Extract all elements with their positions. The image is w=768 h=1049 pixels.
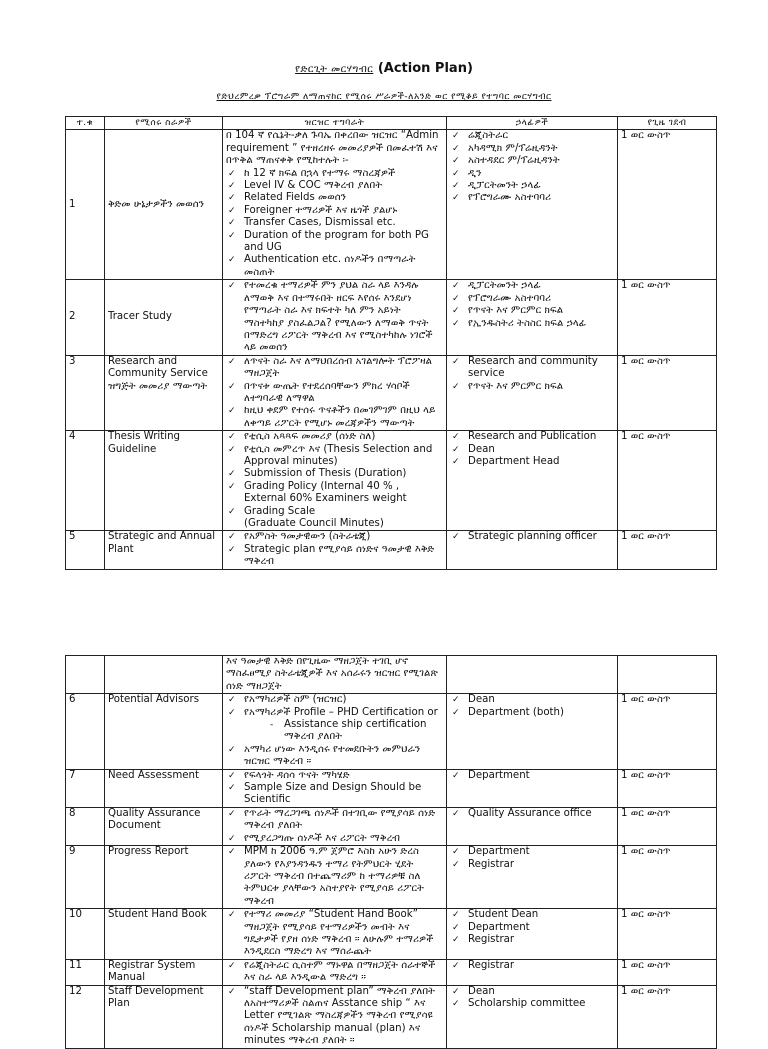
row-responsible: [447, 130, 618, 280]
table-body-page-1: [66, 130, 717, 569]
row-tasks: [223, 531, 447, 569]
responsible-item: ✓ ሬጂስትራር: [450, 130, 614, 142]
row-activity: Tracer Study: [105, 280, 223, 355]
table-row: [66, 355, 717, 430]
row-number: 5: [66, 531, 105, 569]
col-header-number: ተ.ቁ: [66, 117, 105, 130]
row-deadline: 1 ወር ውስጥ: [618, 280, 717, 355]
task-item: ✓ Level IV & COC ማቅረብ ያለበት: [226, 180, 443, 192]
task-item: ✓ አማካሪ ሆነው እንዲሰሩ የተመደቡትን መምህራን ዝርዝር ማቅረብ ።: [226, 744, 443, 769]
row-responsible: [447, 985, 618, 1048]
title-english: (Action Plan): [377, 61, 473, 76]
row-responsible: [447, 656, 618, 694]
row-responsible: [447, 694, 618, 769]
row-number: 4: [66, 431, 105, 531]
row-number: 7: [66, 769, 105, 807]
task-item: ✓ ከዚህ ቀደም የተሰሩ ጥናቶችን በመገምገም በዚህ ላይ ለቀጣይ ሪፖርት የሚሆኑ መረጃዎችን ማውጣት: [226, 405, 443, 430]
table-header-row: [66, 117, 717, 130]
task-item: ✓ Authentication etc. ሰነዶችን በማጣራት መስጠት: [226, 254, 443, 279]
responsible-item: ✓ ዲን: [450, 168, 614, 180]
task-item: ✓ የአማካሪዎች ስም (ዝርዝር): [226, 694, 443, 706]
responsible-item: ✓ Scholarship committee: [450, 998, 614, 1010]
row-deadline: 1 ወር ውስጥ: [618, 807, 717, 845]
responsible-item: ✓ Quality Assurance office: [450, 808, 614, 820]
responsible-item: ✓ Registrar: [450, 960, 614, 972]
table-row: [66, 431, 717, 531]
row-tasks: [223, 130, 447, 280]
task-item: ✓ Grading Policy (Internal 40 % , External 60% Examiners weight: [226, 481, 443, 506]
responsible-item: ✓ የጥናት እና ምርምር ክፍል: [450, 305, 614, 317]
responsible-item: ✓ የፕሮግራሙ አስተባባሪ: [450, 293, 614, 305]
responsible-item: ✓ Department: [450, 770, 614, 782]
row-activity: Registrar System Manual: [105, 959, 223, 985]
task-item: ✓ “staff Development plan” ማቅረብ ያለበት ለአስተማሪዎች ስልጠና Asstance ship “ እና Letter የሚገልጽ ማስረጃዎችን ማቅረብ የሚያሳዩ ሰነዶች Scholarship manual (plan) እና minutes ማቅረብ ያለበት ።: [226, 986, 443, 1048]
row-deadline: [618, 656, 717, 694]
table-row: [66, 280, 717, 355]
task-item: ✓ የጥራት ማረጋገጫ ሰነዶች በተገቢው የሚያሳይ ሰነድ ማቅረብ ያለበት: [226, 808, 443, 833]
page-title: [0, 61, 768, 76]
row-activity: Staff Development Plan: [105, 985, 223, 1048]
task-item: ✓ የፍላጎት ዳሰሳ ጥናት ማካሄድ: [226, 770, 443, 782]
responsible-item: ✓ Strategic planning officer: [450, 531, 614, 543]
table-row: [66, 694, 717, 769]
row-responsible: [447, 959, 618, 985]
col-header-responsible: ኃላፊዎች: [447, 117, 618, 130]
task-item: ✓ የሬጂስትራር ሲስተም ማኑዋል በማዘጋጀት ሰራተኞች እና ስራ ላይ እንዲውል ማድረግ ።: [226, 960, 443, 985]
responsible-item: ✓ Department (both): [450, 707, 614, 719]
task-item: ✓ Sample Size and Design Should be Scientific: [226, 782, 443, 807]
table-row: [66, 531, 717, 569]
row-responsible: [447, 431, 618, 531]
responsible-item: ✓ Research and Publication: [450, 431, 614, 443]
task-item: በ 104 ኛ የሴኔት-ቃለ ጉባኤ በቀረበው ዝርዝር “Admin requirement ” የተዘረዘሩ መመሪያዎች በመፈተሽ እና በጥቅል ማጠናቀቅ የሚከተሉት ፡-: [226, 130, 439, 167]
col-header-tasks: ዝርዝር ተግባራት: [223, 117, 447, 130]
table-row: [66, 769, 717, 807]
row-responsible: [447, 531, 618, 569]
responsible-item: ✓ የፕሮግራሙ አስተባባሪ: [450, 192, 614, 204]
row-deadline: 1 ወር ውስጥ: [618, 694, 717, 769]
row-tasks: [223, 846, 447, 909]
row-tasks: [223, 769, 447, 807]
row-deadline: 1 ወር ውስጥ: [618, 985, 717, 1048]
row-tasks: [223, 694, 447, 769]
row-activity: Research and Community Service ዝግጅት መመሪያ ማውጣት: [105, 355, 223, 430]
page-subtitle: የድህረምረቃ ፕሮግራም ለማጠናከር የሚሰሩ ሥራዎች-ለአንድ ወር የሚቆይ የተግባር መርሃግብር: [216, 92, 552, 102]
task-item: ✓ Foreigner ተማሪዎች እና ዜጎች ያልሆኑ: [226, 205, 443, 217]
row-number: 6: [66, 694, 105, 769]
task-item: ✓ የአማካሪዎች Profile – PHD Certification or: [226, 707, 443, 719]
row-activity: Thesis Writing Guideline: [105, 431, 223, 531]
responsible-item: ✓ Department Head: [450, 456, 614, 468]
row-deadline: 1 ወር ውስጥ: [618, 909, 717, 960]
task-item: ✓ Duration of the program for both PG and UG: [226, 230, 443, 255]
task-item: ✓ የቲሲስ መምረጥ እና (Thesis Selection and Approval minutes): [226, 444, 443, 469]
row-number: 9: [66, 846, 105, 909]
responsible-item: ✓ አካዳሚክ ም/ፕሬዚዳንት: [450, 143, 614, 155]
row-deadline: 1 ወር ውስጥ: [618, 769, 717, 807]
row-activity: Progress Report: [105, 846, 223, 909]
task-item: ✓ Submission of Thesis (Duration): [226, 468, 443, 480]
responsible-item: ✓ Student Dean: [450, 909, 614, 921]
row-tasks: [223, 959, 447, 985]
row-number: [66, 656, 105, 694]
row-tasks: [223, 280, 447, 355]
row-deadline: 1 ወር ውስጥ: [618, 846, 717, 909]
action-plan-table-continued: [65, 655, 717, 1049]
title-amharic: የድርጊት መርሃግብር: [295, 64, 374, 75]
action-plan-table: [65, 116, 717, 570]
row-responsible: [447, 280, 618, 355]
responsible-item: ✓ ዲፓርትመንት ኃላፊ: [450, 280, 614, 292]
row-activity: ቅድመ ሁኔታዎችን መወሰን: [105, 130, 223, 280]
row-number: 10: [66, 909, 105, 960]
row-activity: Student Hand Book: [105, 909, 223, 960]
row-activity: Potential Advisors: [105, 694, 223, 769]
task-item: እና ዓመታዊ እቅድ በየጊዜው ማዘጋጀት ተገቢ ሆኖ ማስፈፀሚያ ስትራቴጂዎች እና አሰራሩን ዝርዝር የሚገልጽ ሰነድ ማዘጋጀት: [226, 656, 438, 692]
row-tasks: [223, 656, 447, 694]
row-number: 12: [66, 985, 105, 1048]
table-row: [66, 846, 717, 909]
task-item: ✓ ለጥናት ስራ እና ለማህበረሰብ አገልግሎት ፕሮፖዛል ማዘጋጀት: [226, 356, 443, 381]
table-row: [66, 959, 717, 985]
responsible-item: ✓ Dean: [450, 444, 614, 456]
row-responsible: [447, 769, 618, 807]
row-tasks: [223, 431, 447, 531]
row-number: 8: [66, 807, 105, 845]
task-item: ✓ Related Fields መወሰን: [226, 192, 443, 204]
row-number: 1: [66, 130, 105, 280]
task-item: ✓ የተማሪ መመሪያ “Student Hand Book” ማዘጋጀት የሚያሳይ የተማሪዎችን መብት እና ግዴታዎች የያዘ ሰነድ ማቅረብ ። ለሁሉም ተማሪዎች እንዲደርስ ማድረግ እና ማሰራጨት: [226, 909, 443, 959]
row-activity: Quality Assurance Document: [105, 807, 223, 845]
task-item: ✓ Grading Scale: [226, 506, 443, 518]
responsible-item: ✓ Dean: [450, 694, 614, 706]
responsible-item: ✓ Research and community service: [450, 356, 614, 381]
task-item: ✓ የቲሲስ አጻጻፍ መመሪያ (ሰነድ ስለ): [226, 431, 443, 443]
row-number: 3: [66, 355, 105, 430]
table-row: [66, 985, 717, 1048]
task-item: (Graduate Council Minutes): [244, 518, 384, 529]
row-deadline: 1 ወር ውስጥ: [618, 130, 717, 280]
responsible-item: ✓ ዲፓርትመንት ኃላፊ: [450, 180, 614, 192]
responsible-item: ✓ የኢንዱስትሪ ትስስር ክፍል ኃላፊ: [450, 318, 614, 330]
row-responsible: [447, 807, 618, 845]
responsible-item: ✓ Department: [450, 922, 614, 934]
col-header-activity: የሚሰሩ ስራዎች: [105, 117, 223, 130]
row-tasks: [223, 909, 447, 960]
responsible-item: ✓ የጥናት እና ምርምር ክፍል: [450, 381, 614, 393]
col-header-deadline: የጊዜ ገደብ: [618, 117, 717, 130]
responsible-item: ✓ Registrar: [450, 934, 614, 946]
row-responsible: [447, 846, 618, 909]
row-responsible: [447, 909, 618, 960]
task-item: ✓ የሚያረጋግጡ ሰነዶች እና ሪፖርት ማቅረብ: [226, 833, 443, 845]
row-tasks: [223, 985, 447, 1048]
task-item: ✓ የተመረቁ ተማሪዎች ምን ያህል ስራ ላይ እንዳሉ ለማወቅ እና በተማሩበት ዘርፍ እየሰሩ እንደሆነ የማጣራት ስራ እና ክፍተት ካለ ምን አይነት ማስተካከያ ያስፈልጋል? የሚለውን ለማወቅ ጥናት በማድረግ ሪፖርት ማቅረብ እና የሚስተካከሉ ነገሮች ላይ መወሰን: [226, 280, 443, 354]
task-item: ✓ Strategic plan የሚያሳይ ሰነድና ዓመታዊ እቅድ ማቅረብ: [226, 544, 443, 569]
table-row: [66, 656, 717, 694]
table-body-page-2: [66, 656, 717, 1049]
row-deadline: 1 ወር ውስጥ: [618, 431, 717, 531]
responsible-item: ✓ Registrar: [450, 859, 614, 871]
task-item: ✓ Transfer Cases, Dismissal etc.: [226, 217, 443, 229]
task-item: ✓ MPM ከ 2006 ዓ.ም ጀምሮ እስከ አሁን ድረስ ያለውን የእያንዳንዱን ተማሪ የትምህርት ሂደት ሪፖርት ማቅረብ በተጨማሪም ከ ተማሪዎቹ ስለ ትምህርቱ ያላቸውን አስተያየት የሚያሳይ ሪፖርት ማቅረብ: [226, 846, 443, 908]
table-row: [66, 909, 717, 960]
task-item: ✓ ከ 12 ኛ ክፍል በኋላ የተማሩ ማስረጃዎች: [226, 168, 443, 180]
responsible-item: ✓ Dean: [450, 986, 614, 998]
table-row: [66, 130, 717, 280]
row-responsible: [447, 355, 618, 430]
row-activity: [105, 656, 223, 694]
row-number: 2: [66, 280, 105, 355]
task-item: - Assistance ship certification ማቅረብ ያለበት: [226, 719, 443, 744]
row-deadline: 1 ወር ውስጥ: [618, 959, 717, 985]
task-item: ✓ በጥናቱ ውጤት የተደረሰባቸውን ምክረ ሃሳቦች ለተግባራዊ ለማዋል: [226, 381, 443, 406]
row-deadline: 1 ወር ውስጥ: [618, 531, 717, 569]
responsible-item: ✓ አስተዳደር ም/ፕሬዚዳንት: [450, 155, 614, 167]
row-deadline: 1 ወር ውስጥ: [618, 355, 717, 430]
row-activity: Need Assessment: [105, 769, 223, 807]
row-tasks: [223, 355, 447, 430]
row-activity: Strategic and Annual Plant: [105, 531, 223, 569]
task-item: ✓ የአምስት ዓመታዊውን (ስትራቴጂ): [226, 531, 443, 543]
table-row: [66, 807, 717, 845]
responsible-item: ✓ Department: [450, 846, 614, 858]
row-tasks: [223, 807, 447, 845]
row-number: 11: [66, 959, 105, 985]
